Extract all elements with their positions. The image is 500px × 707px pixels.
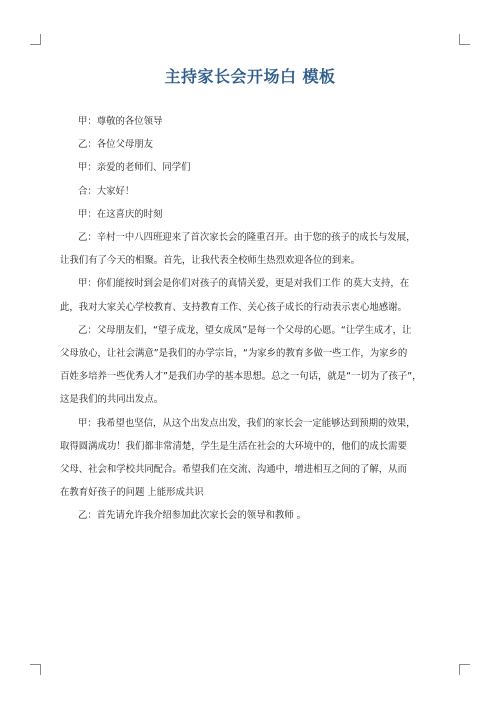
body-line: 合：大家好！ xyxy=(78,185,135,197)
body-line: 乙：各位父母朋友 xyxy=(78,139,154,151)
document-body xyxy=(60,110,445,528)
body-line: 在教育好孩子的问题 上能形成共识 xyxy=(60,487,204,499)
body-line: 父母、社会和学校共同配合。希望我们在交流、沟通中，增进相互之间的了解，从而 xyxy=(60,464,407,476)
body-line: 百姓多培养一些优秀人才”是我们办学的基本思想。总之一句话，就是“一切为了孩子”， xyxy=(60,371,422,383)
page-corner-mark-bottom-left xyxy=(30,664,41,675)
body-line: 让我们有了今天的相聚。首先，让我代表全校师生热烈欢迎各位的到来。 xyxy=(60,255,361,267)
body-line: 甲：我希望也坚信，从这个出发点出发，我们的家长会一定能够达到预期的效果， xyxy=(78,417,416,429)
body-line: 此，我对大家关心学校教育、支持教育工作、关心孩子成长的行动表示衷心地感谢。 xyxy=(60,301,407,313)
body-line: 父母放心，让社会满意”是我们的办学宗旨，“为家乡的教育多做一些工作，为家乡的 xyxy=(60,348,408,360)
page-corner-mark-top-right xyxy=(459,34,470,45)
document-title: 主持家长会开场白 模板 xyxy=(164,67,336,86)
page-corner-mark-top-left xyxy=(30,34,41,45)
page-corner-mark-bottom-right xyxy=(459,664,470,675)
body-line: 甲：亲爱的老师们、同学们 xyxy=(78,162,191,174)
body-line: 乙：父母朋友们，“望子成龙，望女成凤”是每一个父母的心愿。“让学生成才，让 xyxy=(78,324,412,336)
body-line: 甲：在这喜庆的时刻 xyxy=(78,208,163,220)
body-line: 这是我们的共同出发点。 xyxy=(60,394,164,406)
body-line: 甲：尊敬的各位领导 xyxy=(78,116,163,127)
body-line: 取得圆满成功！我们都非常清楚，学生是生活在社会的大环境中的，他们的成长需要 xyxy=(60,440,407,452)
body-line: 甲：你们能按时到会是你们对孩子的真情关爱，更是对我们工作 的莫大支持，在 xyxy=(78,278,410,290)
body-line: 乙：辛村一中八四班迎来了首次家长会的隆重召开。由于您的孩子的成长与发展， xyxy=(78,232,416,244)
body-line: 乙：首先请允许我介绍参加此次家长会的领导和教师 。 xyxy=(78,510,306,522)
